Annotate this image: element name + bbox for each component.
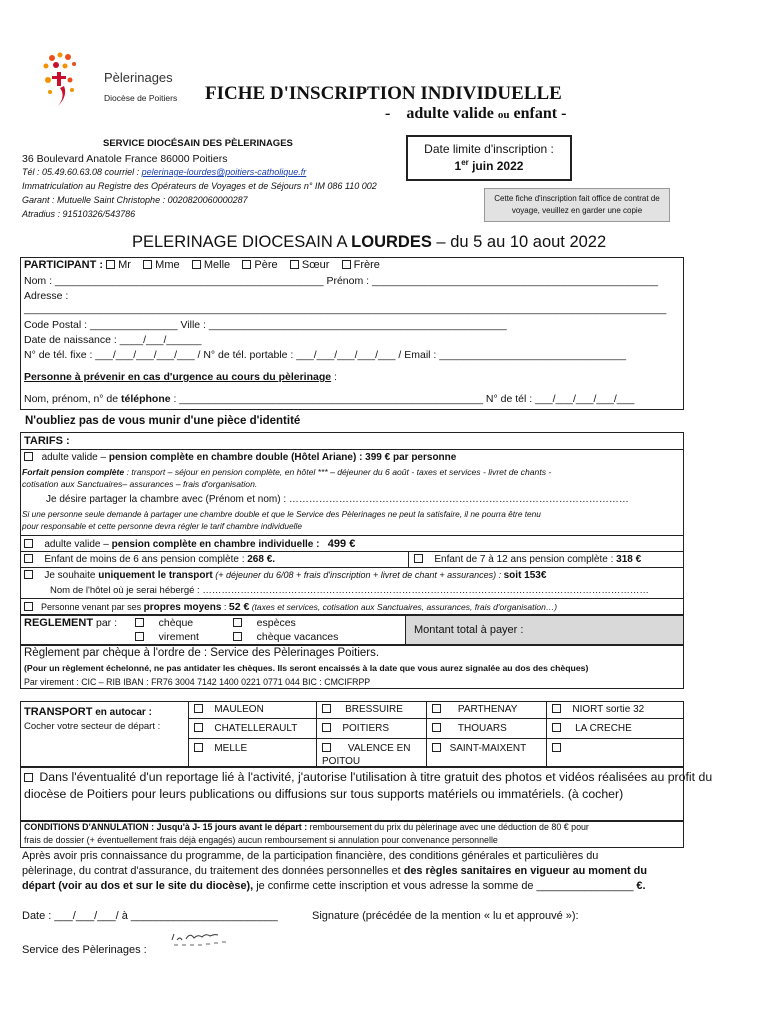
reglement-virement-option[interactable]: virement bbox=[135, 631, 199, 643]
civility-mr-checkbox[interactable]: Mr bbox=[106, 259, 131, 271]
handwritten-mark bbox=[168, 928, 240, 948]
signature-field[interactable]: Signature (précédée de la mention « lu et approuvé »): bbox=[312, 910, 579, 922]
forfait-description-2: cotisation aux Sanctuaires– assurances – frais d'organisation. bbox=[22, 479, 258, 489]
page-title: FICHE D'INSCRIPTION INDIVIDUELLE bbox=[205, 83, 562, 104]
participant-civility-row: PARTICIPANT : Mr Mme Melle Père Sœur Frère bbox=[24, 259, 380, 271]
adresse-label: Adresse : bbox=[24, 290, 69, 302]
logo-subtitle: Diocèse de Poitiers bbox=[104, 93, 178, 103]
sector-poitiers-option[interactable]: POITIERS bbox=[322, 723, 389, 734]
acceptance-line-1: Après avoir pris connaissance du programme, de la participation financière, des conditions générales et particulières du bbox=[22, 850, 599, 862]
tarif-double-checkbox[interactable] bbox=[24, 452, 33, 461]
tarif-enfant-6-option[interactable]: Enfant de moins de 6 ans pension complète : 268 €. bbox=[24, 554, 275, 565]
contract-note: Cette fiche d'inscription fait office de contrat de voyage, veuillez en garder une copie bbox=[494, 194, 660, 215]
sector-la-creche-option[interactable]: LA CRECHE bbox=[552, 723, 632, 734]
tarif-enfant-6-checkbox[interactable] bbox=[24, 554, 33, 563]
civility-melle-checkbox[interactable]: Melle bbox=[192, 259, 230, 271]
page-subtitle: - adulte valide ou enfant - bbox=[385, 105, 567, 122]
email-link[interactable]: pelerinage-lourdes@poitiers-catholique.fr bbox=[141, 167, 307, 177]
acceptance-line-2: pèlerinage, du contrat d'assurance, du traitement des données personnelles et des règles sanitaires en vigueur au moment du bbox=[22, 865, 647, 877]
civility-mme-checkbox[interactable]: Mme bbox=[143, 259, 179, 271]
urgence-heading: Personne à prévenir en cas d'urgence au cours du pèlerinage : bbox=[24, 371, 337, 383]
sector-niort-option[interactable]: NIORT sortie 32 bbox=[552, 704, 644, 715]
service-name: SERVICE DIOCÉSAIN DES PÈLERINAGES bbox=[103, 138, 293, 149]
logo bbox=[38, 50, 108, 112]
reglement-ordre: Règlement par chèque à l'ordre de : Service des Pèlerinages Poitiers. bbox=[24, 647, 380, 659]
service-immat: Immatriculation au Registre des Opérateurs de Voyages et de Séjours n° IM 086 110 002 bbox=[22, 181, 377, 191]
deadline-box bbox=[406, 135, 572, 181]
civility-frere-checkbox[interactable]: Frère bbox=[342, 259, 380, 271]
service-garant: Garant : Mutuelle Saint Christophe : 0020820060000287 bbox=[22, 195, 248, 205]
tarif-double-option[interactable]: adulte valide – pension complète en chambre double (Hôtel Ariane) : 399 € par personne bbox=[24, 452, 456, 463]
photo-consent-option[interactable]: Dans l'éventualité d'un reportage lié à l'activité, j'autorise l'utilisation à titre gratuit des photos et vidéos réalisées au profit du diocèse de Poitiers pour leurs publications ou diffusions sur tous supports matériels ou immatériels. (à cocher) bbox=[24, 770, 713, 801]
code-postal-ville-field[interactable]: Code Postal : _______________ Ville : ___________________________________________________ bbox=[24, 319, 507, 331]
sector-bressuire-option[interactable]: BRESSUIRE bbox=[322, 704, 403, 715]
service-atradius: Atradius : 91510326/543786 bbox=[22, 209, 136, 219]
reglement-cheque-vacances-option[interactable]: chèque vacances bbox=[233, 631, 338, 643]
service-address: 36 Boulevard Anatole France 86000 Poitiers bbox=[22, 153, 228, 165]
photo-consent-checkbox[interactable] bbox=[24, 773, 33, 782]
tarif-enfant-12-option[interactable]: Enfant de 7 à 12 ans pension complète : 318 € bbox=[414, 554, 641, 565]
reglement-especes-option[interactable]: espèces bbox=[233, 617, 296, 629]
annulation-conditions-2: frais de dossier (+ éventuellement frais déjà engagés) aucun remboursement si annulation pour convenance personnelle bbox=[24, 835, 498, 845]
sector-melle-option[interactable]: MELLE bbox=[194, 743, 247, 754]
annulation-conditions: CONDITIONS D'ANNULATION : Jusqu'à J- 15 jours avant le départ : remboursement du prix du pèlerinage avec une déduction de 80 € pour bbox=[24, 822, 589, 832]
service-contact: Tél : 05.49.60.63.08 courriel : pelerinage-lourdes@poitiers-catholique.fr bbox=[22, 167, 307, 177]
sector-saint-maixent-option[interactable]: SAINT-MAIXENT bbox=[432, 743, 526, 754]
contract-note-box bbox=[484, 188, 670, 222]
deadline-date: 1er juin 2022 bbox=[454, 158, 524, 173]
transport-heading: TRANSPORT en autocar : bbox=[24, 706, 152, 718]
sector-parthenay-option[interactable]: PARTHENAY bbox=[432, 704, 517, 715]
logo-name: Pèlerinages bbox=[104, 70, 173, 85]
montant-total-label: Montant total à payer : bbox=[414, 624, 524, 636]
civility-pere-checkbox[interactable]: Père bbox=[242, 259, 277, 271]
tarif-transport-option[interactable]: Je souhaite uniquement le transport (+ déjeuner du 6/08 + frais d'inscription + livret de chant + assurances) : soit 153€ bbox=[24, 570, 546, 581]
reglement-echelonne: (Pour un règlement échelonné, ne pas antidater les chèques. Ils seront encaissés à la date que vous aurez signalée au dos des chèques) bbox=[24, 663, 589, 673]
reglement-virement-rib: Par virement : CIC – RIB IBAN : FR76 3004 7142 1400 0221 0771 044 BIC : CMCIFRPP bbox=[24, 677, 371, 687]
sector-thouars-option[interactable]: THOUARS bbox=[432, 723, 507, 734]
date-naissance-field[interactable]: Date de naissance : ____/___/______ bbox=[24, 334, 202, 346]
telephone-email-field[interactable]: N° de tél. fixe : ___/___/___/___/___ / N° de tél. portable : ___/___/___/___/___ / Email : ________________________________ bbox=[24, 349, 627, 361]
urgence-contact-field[interactable]: Nom, prénom, n° de téléphone : ____________________________________________________ N° de tél : ___/___/___/___/___ bbox=[24, 393, 635, 405]
acceptance-line-3[interactable]: départ (voir au dos et sur le site du diocèse), je confirme cette inscription et vous adresse la somme de ________________ €. bbox=[22, 880, 646, 892]
tarif-moyens-option[interactable]: Personne venant par ses propres moyens : 52 € (taxes et services, cotisation aux Sanctuaires, assurances, frais d'organisation…) bbox=[24, 601, 557, 613]
sector-mauleon-option[interactable]: MAULEON bbox=[194, 704, 264, 715]
partage-chambre-field[interactable]: Je désire partager la chambre avec (Prénom et nom) : ………………………………………………………………………………………… bbox=[46, 494, 629, 505]
deadline-label: Date limite d'inscription : bbox=[424, 142, 554, 156]
tarifs-heading: TARIFS : bbox=[24, 435, 70, 447]
nom-prenom-field[interactable]: Nom : ______________________________________________ Prénom : _________________________________________________ bbox=[24, 275, 659, 287]
reglement-label: REGLEMENT par : bbox=[24, 617, 117, 629]
montant-total-box bbox=[405, 615, 684, 645]
chambre-seule-note: Si une personne seule demande à partager une chambre double et que le Service des Pèlerinages ne peut la satisfaire, il ne pourra être tenu bbox=[22, 509, 541, 519]
forfait-description: Forfait pension complète : transport – séjour en pension complète, en hôtel *** – déjeuner du 6 août - taxes et services - livret de chants - bbox=[22, 467, 552, 477]
tarif-individuelle-option[interactable]: adulte valide – pension complète en chambre individuelle : 499 € bbox=[24, 538, 355, 550]
adresse-field[interactable]: ______________________________________________________________________________________________________________ bbox=[24, 303, 667, 315]
reglement-cheque-option[interactable]: chèque bbox=[135, 617, 193, 629]
pilgrimage-title: PELERINAGE DIOCESAIN A LOURDES – du 5 au 10 aout 2022 bbox=[132, 233, 607, 251]
date-lieu-field[interactable]: Date : ___/___/___/ à ________________________ bbox=[22, 910, 278, 922]
tarif-transport-checkbox[interactable] bbox=[24, 570, 33, 579]
identity-note: N'oubliez pas de vous munir d'une pièce d'identité bbox=[25, 415, 301, 427]
logo-mark-icon bbox=[38, 50, 108, 112]
service-signature-label: Service des Pèlerinages : bbox=[22, 944, 147, 956]
civility-soeur-checkbox[interactable]: Sœur bbox=[290, 259, 330, 271]
tarif-moyens-checkbox[interactable] bbox=[24, 602, 33, 611]
chambre-seule-note-2: pour responsable et cette personne devra régler le tarif chambre individuelle bbox=[22, 521, 302, 531]
transport-instruction: Cocher votre secteur de départ : bbox=[24, 721, 161, 732]
hotel-field[interactable]: Nom de l'hôtel où je serai hébergé : …………………………………………………………………………………………………………………………… bbox=[50, 585, 649, 596]
sector-valence-option[interactable]: VALENCE EN POITOU bbox=[322, 743, 411, 767]
tarif-individuelle-checkbox[interactable] bbox=[24, 539, 33, 548]
sector-chatellerault-option[interactable]: CHATELLERAULT bbox=[194, 723, 297, 734]
tarif-enfant-12-checkbox[interactable] bbox=[414, 554, 423, 563]
sector-empty-option[interactable] bbox=[552, 743, 564, 754]
